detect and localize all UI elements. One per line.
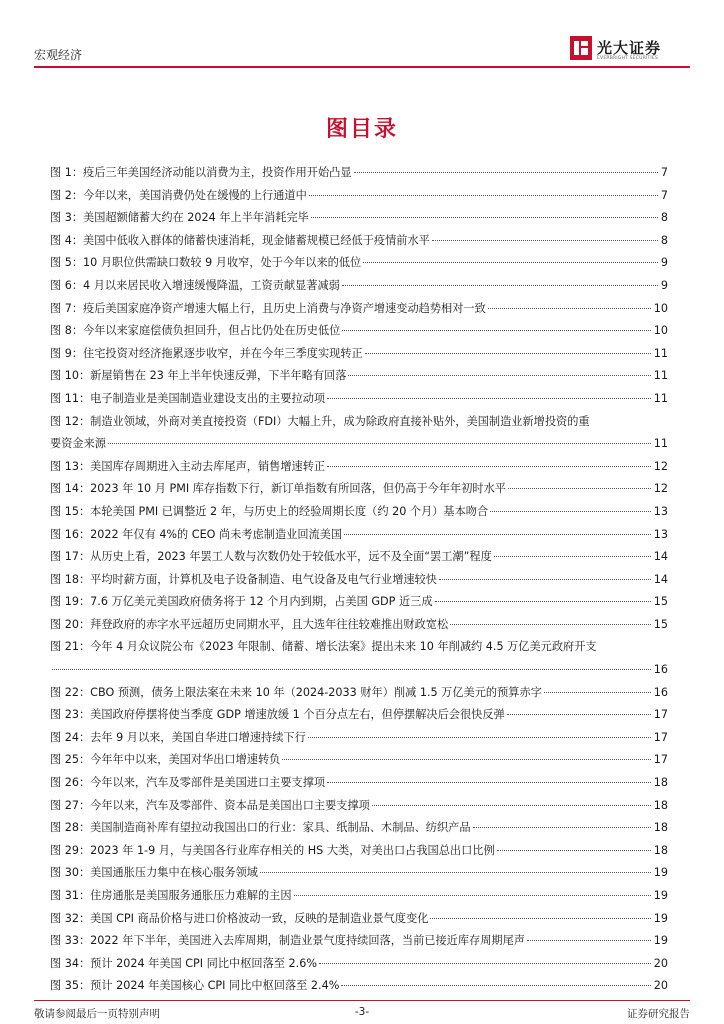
toc-entry-page: 19 (653, 866, 668, 880)
toc-entry-page: 14 (653, 572, 668, 586)
toc-entry-page: 18 (653, 821, 668, 835)
toc-entry-title: 图 12：制造业领域，外商对美直接投资（FDI）大幅上升，成为除政府直接补贴外，美国制造业新增投资的重 (50, 414, 590, 428)
toc-entry-page: 16 (653, 685, 668, 699)
toc-entry[interactable] (50, 275, 668, 298)
toc-entry-row (50, 162, 668, 185)
toc-entry[interactable] (50, 682, 668, 705)
toc-entry[interactable] (50, 727, 668, 750)
toc-entry-row (50, 388, 668, 411)
dot-leader (430, 918, 650, 919)
dot-leader (282, 759, 650, 760)
toc-entry-title: 图 11：电子制造业是美国制造业建设支出的主要拉动项 (50, 391, 326, 405)
toc-entry-page: 17 (653, 753, 668, 767)
toc-entry-page: 18 (653, 798, 668, 812)
toc-entry-page: 20 (653, 979, 668, 993)
toc-entry-row (50, 885, 668, 908)
toc-entry-page: 19 (653, 934, 668, 948)
toc-entry-row (50, 749, 668, 772)
toc-entry-row (50, 953, 668, 976)
toc-entry[interactable] (50, 456, 668, 479)
toc-entry-title: 图 27：今年以来，汽车及零部件、资本品是美国出口主要支撑项 (50, 798, 370, 812)
logo-mark-icon (570, 36, 592, 60)
toc-entry[interactable] (50, 501, 668, 524)
toc-entry-row (50, 975, 668, 998)
toc-entry-row (50, 185, 668, 208)
dot-leader (327, 466, 651, 467)
toc-entry-row (50, 862, 668, 885)
toc-entry-page: 10 (653, 301, 668, 315)
toc-entry-page: 9 (660, 256, 668, 270)
toc-entry-row (50, 298, 668, 321)
toc-entry[interactable] (50, 930, 668, 953)
toc-entry-title: 图 31：住房通胀是美国服务通胀压力难解的主因 (50, 889, 292, 902)
toc-entry-title: 图 9：住宅投资对经济拖累逐步收窄，并在今年三季度实现转正 (50, 346, 363, 360)
toc-entry[interactable] (50, 343, 668, 366)
toc-entry-page: 20 (653, 956, 668, 970)
toc-entry-title-cont: 要资金来源 (50, 437, 106, 451)
toc-entry-title: 图 17：从历史上看，2023 年罢工人数与次数仍处于较低水平，远不及全面“罢工潮”程度 (50, 550, 492, 564)
toc-entry-page: 12 (653, 459, 668, 473)
toc-entry-title: 图 20：拜登政府的赤字水平远超历史同期水平，且大选年往往较难推出财政宽松 (50, 617, 449, 631)
toc-entry-page: 11 (653, 346, 668, 360)
toc-entry-row (50, 591, 668, 614)
toc-entry[interactable] (50, 162, 668, 185)
dot-leader (494, 556, 651, 557)
dot-leader (319, 963, 651, 964)
toc-entry-page: 18 (653, 776, 668, 790)
footer-report-type: 证券研究报告 (627, 1008, 690, 1020)
section-tag: 宏观经济 (34, 48, 83, 62)
toc-entry-row (50, 682, 668, 705)
toc-entry-row (50, 908, 668, 931)
toc-entry-title: 图 10：新屋销售在 23 年上半年快速反弹，下半年略有回落 (50, 369, 347, 383)
footer-page-number: -3- (354, 1006, 370, 1018)
toc-entry-row (50, 727, 668, 750)
dot-leader (490, 511, 651, 512)
toc-entry-title: 图 16：2022 年仅有 4%的 CEO 尚未考虑制造业回流美国 (50, 527, 343, 541)
toc-entry-page: 7 (660, 188, 668, 202)
dot-leader (544, 692, 651, 693)
toc-entry-page: 13 (653, 504, 668, 518)
toc-entry[interactable] (50, 252, 668, 275)
page-header (34, 36, 690, 66)
dot-leader (527, 940, 651, 941)
toc-entry-page: 12 (653, 482, 668, 496)
toc-entry[interactable] (50, 185, 668, 208)
toc-entry-title: 图 21：今年 4 月众议院公布《2023 年限制、储蓄、增长法案》提出未来 10 年削减约 4.5 万亿美元政府开支 (50, 640, 597, 654)
dot-leader (308, 737, 651, 738)
toc-entry-title: 图 24：去年 9 月以来，美国自华进口增速持续下行 (50, 730, 306, 744)
dot-leader (354, 172, 658, 173)
toc-entry-row (50, 930, 668, 953)
toc-entry-page: 17 (653, 708, 668, 722)
toc-entry-row (50, 569, 668, 592)
toc-entry-title: 图 18：平均时薪方面，计算机及电子设备制造、电气设备及电气行业增速较快 (50, 572, 437, 586)
toc-entry-row (50, 365, 668, 388)
dot-leader (473, 827, 651, 828)
dot-leader (327, 398, 651, 399)
toc-entry[interactable] (50, 817, 668, 840)
toc-entry[interactable] (50, 840, 668, 863)
toc-entry-page: 15 (653, 595, 668, 609)
toc-entry[interactable] (50, 388, 668, 411)
toc-entry[interactable] (50, 365, 668, 388)
toc-entry-title: 图 32：美国 CPI 商品价格与进口价格波动一致，反映的是制造业景气度变化 (50, 911, 429, 925)
toc-entry-title: 图 6：4 月以来居民收入增速缓慢降温，工资贡献显著减弱 (50, 278, 340, 292)
toc-entry-title: 图 35：预计 2024 年美国核心 CPI 同比中枢回落至 2.4% (50, 979, 340, 993)
toc-entry[interactable] (50, 207, 668, 230)
toc-entry[interactable] (50, 862, 668, 885)
toc-entry[interactable] (50, 614, 668, 637)
toc-entry-row (50, 456, 668, 479)
toc-entry-title: 图 23：美国政府停摆将使当季度 GDP 增速放缓 1 个百分点左右，但停摆解决后会很快反弹 (50, 708, 505, 722)
toc-entry-row (50, 772, 668, 795)
toc-entry-row (50, 343, 668, 366)
toc-entry[interactable] (50, 795, 668, 818)
toc-entry-title: 图 28：美国制造商补库有望拉动我国出口的行业：家具、纸制品、木制品、纺织产品 (50, 821, 471, 835)
toc-entry-page: 19 (653, 889, 668, 902)
toc-entry-title: 图 5：10 月职位供需缺口数较 9 月收窄，处于今年以来的低位 (50, 256, 362, 270)
toc-entry-title: 图 4：美国中低收入群体的储蓄快速消耗，现金储蓄规模已经低于疫情前水平 (50, 233, 430, 247)
toc-entry-title: 图 15：本轮美国 PMI 已调整近 2 年，与历史上的经验周期长度（约 20 个月）基本吻合 (50, 504, 489, 518)
toc-entry-row (50, 252, 668, 275)
toc-entry-page: 18 (653, 843, 668, 857)
toc-entry-page: 11 (653, 369, 668, 383)
toc-entry-page: 9 (660, 278, 668, 292)
toc-entry[interactable] (50, 298, 668, 321)
toc-entry-row (50, 478, 668, 501)
toc-entry-page: 14 (653, 550, 668, 564)
dot-leader (52, 669, 651, 670)
toc-entry-page: 19 (653, 911, 668, 925)
dot-leader (439, 579, 651, 580)
dot-leader (327, 782, 651, 783)
toc-entry-page: 7 (660, 166, 668, 179)
toc-entry-title: 图 25：今年年中以来，美国对华出口增速转负 (50, 753, 281, 767)
toc-entry-row (50, 659, 668, 682)
dot-leader (260, 872, 651, 873)
toc-entry[interactable] (50, 411, 668, 456)
dot-leader (348, 375, 650, 376)
dot-leader (309, 195, 658, 196)
toc-entry-row (50, 524, 668, 547)
toc-entry[interactable] (50, 975, 668, 998)
dot-leader (432, 240, 658, 241)
toc-entry[interactable] (50, 230, 668, 253)
toc-entry-page: 8 (660, 233, 668, 247)
company-logo (570, 36, 690, 64)
toc-entry[interactable] (50, 772, 668, 795)
toc-entry-title: 图 29：2023 年 1-9 月，与美国各行业库存相关的 HS 大类，对美出口占我国总出口比例 (50, 843, 495, 857)
dot-leader (311, 217, 658, 218)
dot-leader (488, 308, 651, 309)
dot-leader (108, 443, 651, 444)
toc-entry-page: 15 (653, 617, 668, 631)
dot-leader (344, 534, 651, 535)
dot-leader (435, 601, 651, 602)
footer-disclaimer: 敬请参阅最后一页特别声明 (34, 1008, 160, 1020)
toc-entry[interactable] (50, 908, 668, 931)
toc-entry-row (50, 207, 668, 230)
header-rule (34, 66, 690, 68)
toc-entry-title: 图 13：美国库存周期进入主动去库尾声，销售增速转正 (50, 459, 326, 473)
toc-entry[interactable] (50, 953, 668, 976)
toc-entry-title: 图 30：美国通胀压力集中在核心服务领域 (50, 866, 258, 880)
toc-entry-row (50, 704, 668, 727)
toc-entry[interactable] (50, 704, 668, 727)
toc-entry[interactable] (50, 524, 668, 547)
toc-entry-title: 图 8：今年以来家庭偿债负担回升，但占比仍处在历史低位 (50, 324, 341, 338)
toc-entry-title: 图 33：2022 年下半年，美国进入去库周期，制造业景气度持续回落，当前已接近库存周期尾声 (50, 934, 525, 948)
toc-entry-row (50, 817, 668, 840)
dot-leader (294, 895, 651, 896)
toc-entry[interactable] (50, 636, 668, 681)
toc-entry[interactable] (50, 569, 668, 592)
dot-leader (372, 805, 651, 806)
toc-entry-row (50, 546, 668, 569)
dot-leader (342, 285, 658, 286)
toc-entry-title: 图 3：美国超额储蓄大约在 2024 年上半年消耗完毕 (50, 211, 309, 225)
dot-leader (363, 262, 658, 263)
toc-entry-row (50, 320, 668, 343)
toc-entry[interactable] (50, 885, 668, 908)
dot-leader (497, 850, 651, 851)
toc-entry[interactable] (50, 546, 668, 569)
toc-entry-title: 图 26：今年以来，汽车及零部件是美国进口主要支撑项 (50, 776, 326, 790)
dot-leader (508, 488, 651, 489)
toc-entry-page: 11 (653, 391, 668, 405)
toc-entry-title: 图 2：今年以来，美国消费仍处在缓慢的上行通道中 (50, 188, 307, 202)
dot-leader (342, 330, 650, 331)
toc-entry[interactable] (50, 320, 668, 343)
toc-entry-title: 图 7：疫后美国家庭净资产增速大幅上行，且历史上消费与净资产增速变动趋势相对一致 (50, 301, 486, 315)
toc-entry-page: 13 (653, 527, 668, 541)
toc-entry-title: 图 19：7.6 万亿美元美国政府债务将于 12 个月内到期，占美国 GDP 近三成 (50, 595, 433, 609)
toc-entry-row (50, 840, 668, 863)
dot-leader (365, 353, 651, 354)
toc-entry-title: 图 22：CBO 预测，债务上限法案在未来 10 年（2024-2033 财年）削减 1.5 万亿美元的预算赤字 (50, 685, 542, 699)
toc-entry-page: 10 (653, 324, 668, 338)
toc-entry-page: 11 (653, 437, 668, 451)
footer-rule (34, 1000, 690, 1001)
toc-entry-row (50, 501, 668, 524)
toc-entry-row (50, 230, 668, 253)
toc-entry-page: 17 (653, 730, 668, 744)
logo-english: EVERBRIGHT SECURITIES (597, 56, 659, 61)
toc-entry-title: 图 1：疫后三年美国经济动能以消费为主，投资作用开始凸显 (50, 166, 352, 179)
dot-leader (450, 624, 651, 625)
toc-entry-row (50, 795, 668, 818)
page-title: 图目录 (325, 117, 398, 142)
toc-entry-row (50, 275, 668, 298)
toc-entry[interactable] (50, 749, 668, 772)
figure-toc (50, 162, 668, 998)
logo-name: 光大证券 (597, 39, 662, 57)
toc-entry-row (50, 433, 668, 456)
toc-entry[interactable] (50, 591, 668, 614)
toc-entry-row (50, 614, 668, 637)
toc-entry-page: 8 (660, 211, 668, 225)
toc-entry-page: 16 (653, 663, 668, 677)
toc-entry[interactable] (50, 478, 668, 501)
toc-entry-title: 图 34：预计 2024 年美国 CPI 同比中枢回落至 2.6% (50, 956, 317, 970)
dot-leader (507, 714, 651, 715)
dot-leader (341, 985, 650, 986)
toc-entry-title: 图 14：2023 年 10 月 PMI 库存指数下行，新订单指数有所回落，但仍高于今年年初时水平 (50, 482, 506, 496)
